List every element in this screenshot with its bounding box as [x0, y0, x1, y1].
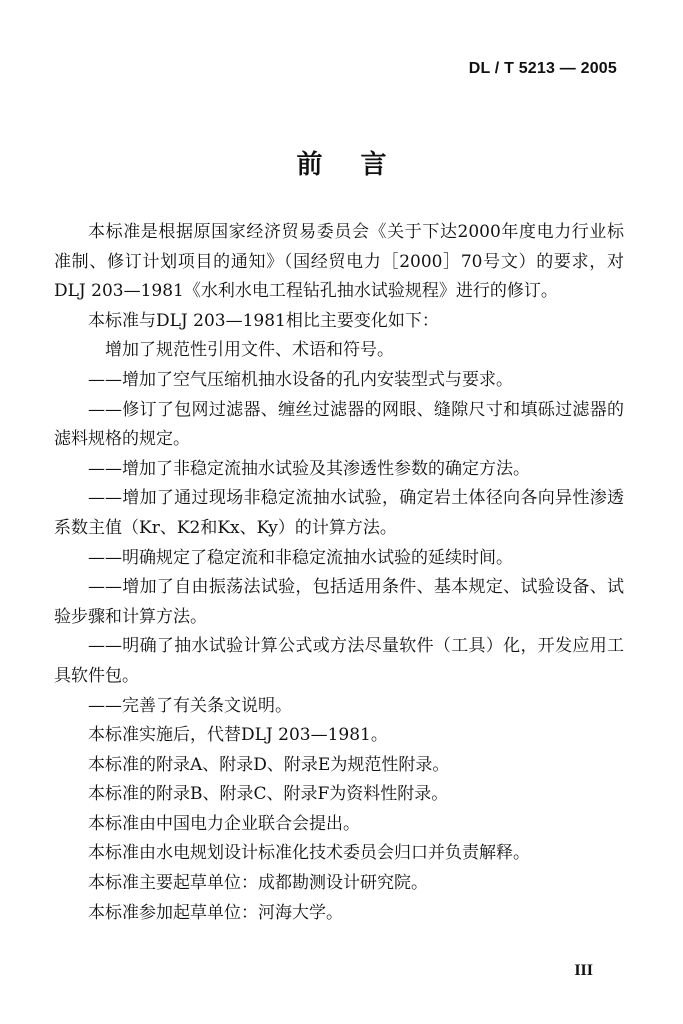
list-item: ——完善了有关条文说明。: [88, 695, 292, 716]
paragraph: 本标准主要起草单位：成都勘测设计研究院。: [88, 873, 428, 894]
list-item: ——增加了空气压缩机抽水设备的孔内安装型式与要求。: [88, 369, 513, 390]
paragraph: 本标准与DLJ 203—1981相比主要变化如下：: [88, 310, 439, 331]
paragraph: 本标准由中国电力企业联合会提出。: [88, 813, 360, 834]
list-item: ——明确了抽水试验计算公式或方法尽量软件（工具）化，开发应用工具软件包。: [54, 636, 624, 686]
foreword-body: [54, 218, 624, 928]
paragraph: 本标准的附录B、附录C、附录F为资料性附录。: [88, 784, 449, 805]
paragraph: 本标准参加起草单位：河海大学。: [88, 902, 343, 923]
standard-code: DL / T 5213 — 2005: [468, 60, 617, 77]
paragraph: 本标准是根据原国家经济贸易委员会《关于下达2000年度电力行业标准制、修订计划项目的通知》（国经贸电力［2000］70号文）的要求，对DLJ 203—1981《水利水电工程钻孔抽水试验规程》进行的修订。: [54, 222, 624, 302]
list-item: ——增加了非稳定流抽水试验及其渗透性参数的确定方法。: [88, 458, 530, 479]
page-title: 前言: [296, 150, 425, 180]
list-item: ——增加了自由振荡法试验，包括适用条件、基本规定、试验设备、试验步骤和计算方法。: [54, 577, 624, 627]
list-item: ——修订了包网过滤器、缠丝过滤器的网眼、缝隙尺寸和填砾过滤器的滤料规格的规定。: [54, 399, 624, 450]
list-item: ——明确规定了稳定流和非稳定流抽水试验的延续时间。: [88, 547, 513, 568]
list-item: ——增加了通过现场非稳定流抽水试验，确定岩土体径向各向异性渗透系数主值（Kr、K2和Kx、Ky）的计算方法。: [54, 488, 624, 538]
paragraph: 本标准由水电规划设计标准化技术委员会归口并负责解释。: [88, 843, 530, 864]
paragraph: 本标准实施后，代替DLJ 203—1981。: [88, 725, 388, 746]
paragraph: 本标准的附录A、附录D、附录E为规范性附录。: [88, 754, 450, 775]
list-item: 增加了规范性引用文件、术语和符号。: [105, 340, 394, 361]
page-number: III: [574, 962, 593, 979]
